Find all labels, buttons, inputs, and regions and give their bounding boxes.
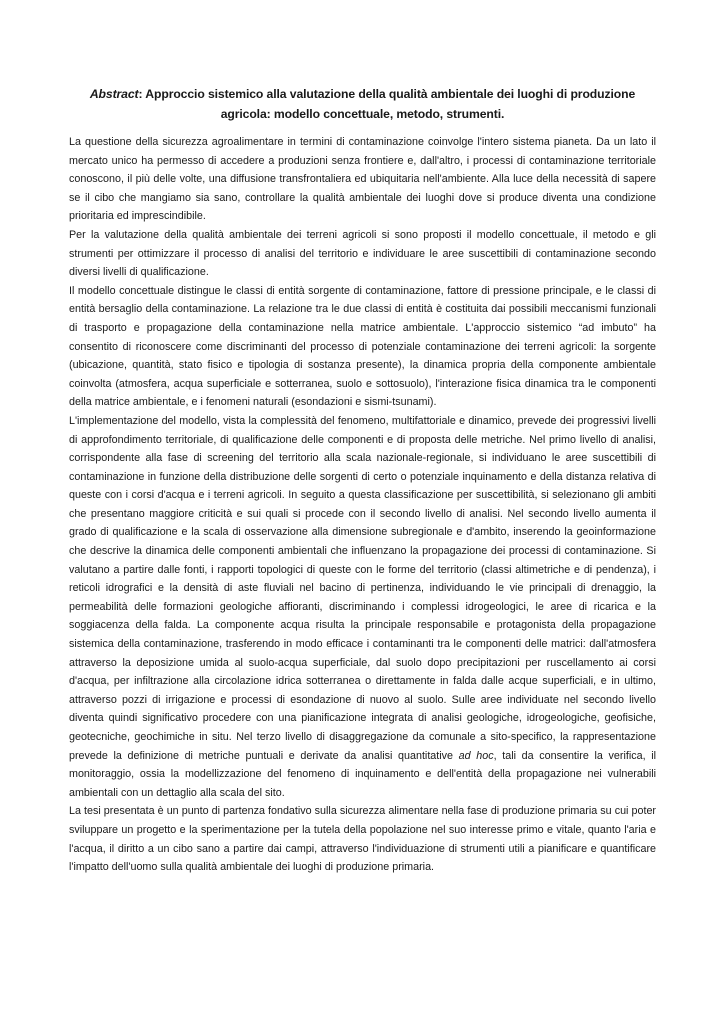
paragraph-4-text-after: , tali da consentire la verifica, il monitoraggio, ossia la modellizzazione del fenomeno di inquinamento e dell'entità della propagazione nei vulnerabili ambientali con un dettaglio alla scala del sito. (69, 749, 656, 799)
paragraph-5: La tesi presentata è un punto di partenza fondativo sulla sicurezza alimentare nella fase di produzione primaria su cui poter sviluppare un progetto e la sperimentazione per la tutela della popolazione nel suo interesse primo e vitale, quanto l'aria e l'acqua, il diritto a un cibo sano a partire dai campi, attraverso l'individuazione di strumenti utili a pianificare e quantificare l'impatto dell'uomo sulla qualità ambientale dei luoghi di produzione primaria. (69, 805, 656, 874)
paragraph-4-italic: ad hoc (458, 749, 494, 762)
title-text: Approccio sistemico alla valutazione della qualità ambientale dei luoghi di produzione agricola: modello concettuale, metodo, strumenti. (145, 87, 636, 121)
paragraph-2: Per la valutazione della qualità ambientale dei terreni agricoli si sono proposti il modello concettuale, il metodo e gli strumenti per ottimizzare il processo di analisi del territorio e individuare le aree suscettibili di contaminazione secondo diversi livelli di qualificazione. (69, 228, 656, 279)
paragraph-1: La questione della sicurezza agroalimentare in termini di contaminazione coinvolge l'intero sistema pianeta. Da un lato il mercato unico ha permesso di accedere a produzioni senza frontiere e, dall'altro, i processi di contaminazione territoriale conoscono, il più delle volte, una diffusione transfrontaliera ed ubiquitaria nell'ambiente. Alla luce della necessità di sapere se il cibo che mangiamo sia sano, controllare la qualità ambientale dei luoghi dove si produce diventa una condizione prioritaria ed imprescindibile. (69, 136, 656, 223)
abstract-label: Abstract (89, 87, 139, 101)
abstract-title (69, 84, 656, 124)
title-separator: : (138, 87, 146, 101)
paragraph-4-text-before: L'implementazione del modello, vista la complessità del fenomeno, multifattoriale e dinamico, prevede dei progressivi livelli di approfondimento territoriale, di qualificazione delle componenti e di proposta delle metriche. Nel primo livello di analisi, corrispondente alla fase di screening del territorio alla scala nazionale-regionale, si individuano le aree suscettibili di contaminazione in funzione della distribuzione delle sorgenti di certo o potenziale inquinamento e della distanza relativa di queste con i corsi d'acqua e i terreni agricoli. In seguito a questa classificazione per suscettibilità, si selezionano gli ambiti che presentano maggiore criticità e sui quali si procede con il secondo livello di analisi. Nel secondo livello aumenta il grado di qualificazione e la scala di osservazione alla dimensione subregionale e d'ambito, inserendo la geoinformazione che descrive la dinamica delle componenti ambientali che influenzano la propagazione dei processi di contaminazione. Si valutano a partire dalle fonti, i rapporti topologici di queste con le forme del territorio (classi altimetriche e di pendenza), i reticoli idrografici e la densità di aste fluviali nel bacino di pertinenza, individuando le vie principali di drenaggio, la permeabilità delle formazioni geologiche affioranti, discriminando i complessi idrogeologici, le aree di ricarica e la soggiacenza della falda. La componente acqua risulta la principale responsabile e protagonista della propagazione sistemica della contaminazione, trasferendo in modo efficace i contaminanti tra le componenti delle matrici: dall'atmosfera attraverso la deposizione umida al suolo-acqua superficiale, dal suolo dopo precipitazioni per ruscellamento ai corsi d'acqua, per infiltrazione alla circolazione idrica sotterranea o direttamente in falda dalle acque superficiali, e in ultimo, attraverso pozzi di irrigazione e processi di esondazione di nuovo al suolo. Sulle aree individuate nel secondo livello diventa quindi significativo procedere con una pianificazione integrata di analisi geologiche, idrogeologiche, geofisiche, geotecniche, geochimiche in situ. Nel terzo livello di disaggregazione da comunale a sito-specifico, la rappresentazione prevede la definizione di metriche puntuali e derivate da analisi quantitative (69, 414, 656, 762)
paragraph-4 (69, 412, 656, 802)
paragraph-3: Il modello concettuale distingue le classi di entità sorgente di contaminazione, fattore di pressione principale, e le classi di entità bersaglio della contaminazione. La relazione tra le due classi di entità è costituita dai possibili meccanismi funzionali di trasporto e propagazione della contaminazione nella matrice ambientale. L'approccio sistemico “ad imbuto” ha consentito di riconoscere come discriminanti del processo di potenziale contaminazione dei terreni agricoli: la sorgente (ubicazione, quantità, stato fisico e tipologia di sostanza presente), la dinamica propria della componente ambientale coinvolta (atmosfera, acqua superficiale e sotterranea, suolo e sottosuolo), l'interazione fisica dinamica tra le componenti della matrice ambientale, e i fenomeni naturali (esondazioni e sismi-tsunami). (69, 284, 656, 409)
abstract-body (69, 133, 656, 877)
